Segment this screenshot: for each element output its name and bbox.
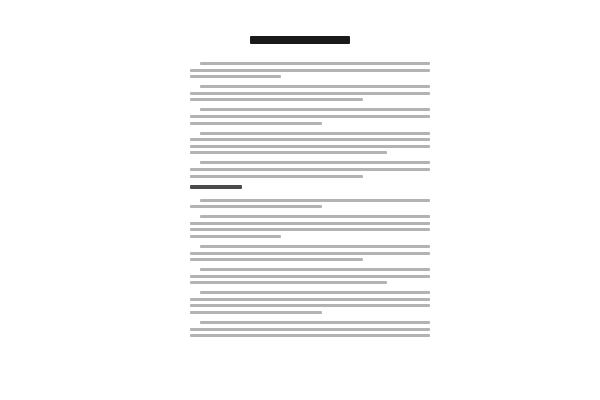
paragraph-3 xyxy=(190,108,430,124)
text-line xyxy=(190,328,430,331)
text-line xyxy=(190,168,430,171)
paragraph-5 xyxy=(190,161,430,177)
paragraph-8 xyxy=(190,245,430,261)
paragraph-7 xyxy=(190,215,430,238)
paragraph-9 xyxy=(190,268,430,284)
text-line xyxy=(200,132,430,135)
text-line xyxy=(200,215,430,218)
text-line xyxy=(190,92,430,95)
paragraph-11 xyxy=(190,321,430,337)
text-line xyxy=(190,311,322,314)
text-line xyxy=(190,75,281,78)
text-line xyxy=(190,122,322,125)
text-line xyxy=(190,281,387,284)
text-line xyxy=(200,108,430,111)
text-line xyxy=(190,69,430,72)
text-line xyxy=(200,85,430,88)
text-line xyxy=(200,268,430,271)
text-line xyxy=(190,252,430,255)
text-line xyxy=(190,175,363,178)
body-column xyxy=(190,62,430,344)
text-line xyxy=(190,298,430,301)
text-line xyxy=(200,161,430,164)
text-line xyxy=(190,334,430,337)
text-line xyxy=(200,199,430,202)
text-line xyxy=(190,258,363,261)
text-line xyxy=(190,222,430,225)
paragraph-1 xyxy=(190,62,430,78)
paragraph-4 xyxy=(190,132,430,155)
text-line xyxy=(190,235,281,238)
text-line xyxy=(190,98,363,101)
text-line xyxy=(200,321,430,324)
text-line xyxy=(200,62,430,65)
paragraph-10 xyxy=(190,291,430,314)
text-line xyxy=(190,115,430,118)
paragraph-6 xyxy=(190,199,430,209)
subheading-placeholder-mark xyxy=(190,185,242,189)
text-line xyxy=(200,245,430,248)
text-line xyxy=(200,291,430,294)
text-line xyxy=(190,228,430,231)
text-line xyxy=(190,151,387,154)
text-line xyxy=(190,275,430,278)
text-line xyxy=(190,138,430,141)
text-line xyxy=(190,145,430,148)
text-line xyxy=(190,304,430,307)
paragraph-2 xyxy=(190,85,430,101)
text-line xyxy=(190,205,322,208)
title-placeholder-mark xyxy=(250,36,350,44)
